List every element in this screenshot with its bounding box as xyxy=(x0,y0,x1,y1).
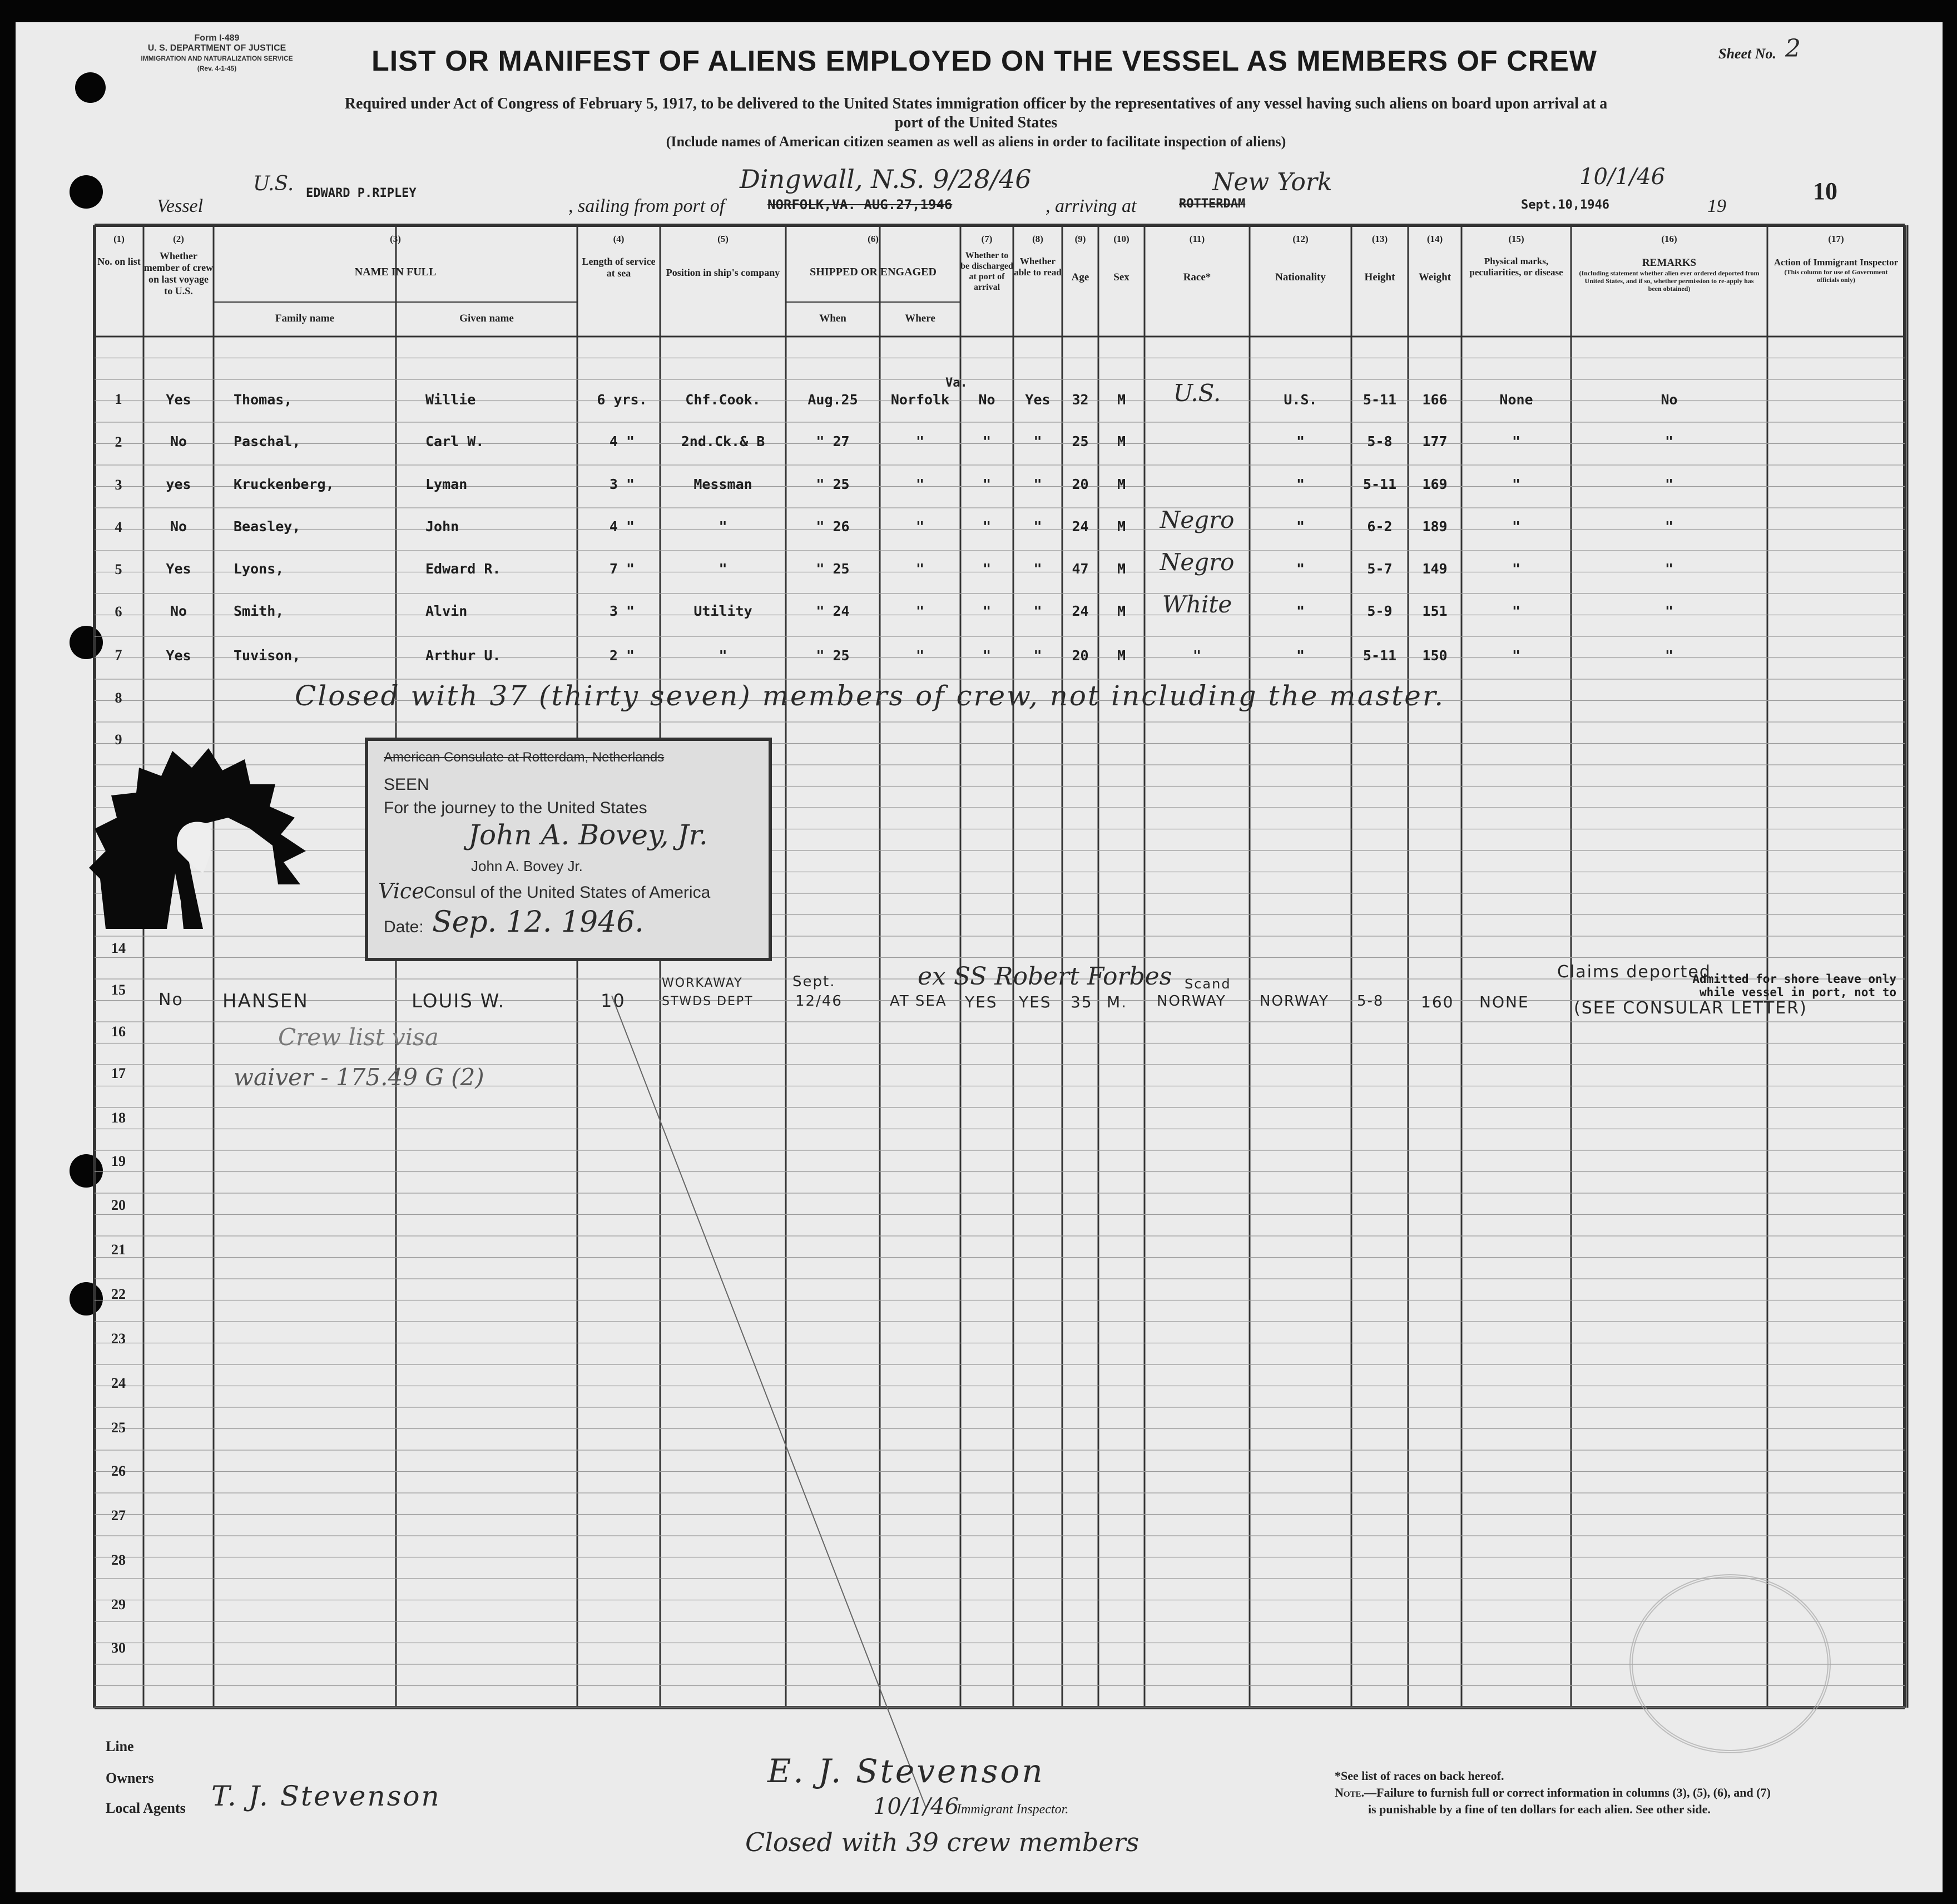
row-number: 19 xyxy=(111,1153,126,1169)
form-title: LIST OR MANIFEST OF ALIENS EMPLOYED ON THE VESSEL AS MEMBERS OF CREW xyxy=(371,45,1597,77)
row15-height: 5-8 xyxy=(1357,993,1384,1010)
row-number: 16 xyxy=(111,1023,126,1040)
cell-height: 5-7 xyxy=(1367,561,1393,577)
cell-family: Kruckenberg, xyxy=(234,476,334,492)
cell-family: Thomas, xyxy=(234,392,293,408)
row15-race_above: Scand xyxy=(1185,976,1231,992)
cell-age: 32 xyxy=(1072,392,1089,408)
row-number: 18 xyxy=(111,1110,126,1126)
cell-family: Tuvison, xyxy=(234,647,301,664)
inspector-label: Immigrant Inspector. xyxy=(957,1802,1069,1817)
header-where: Where xyxy=(905,313,935,324)
sheet-label: Sheet No. xyxy=(1718,46,1776,62)
cell-age: 24 xyxy=(1072,603,1089,619)
header-col-1-number: (1) xyxy=(113,234,125,244)
cell-given: Carl W. xyxy=(425,433,484,449)
arriving-label: , arriving at xyxy=(1046,196,1137,216)
cell-position: Messman xyxy=(693,476,752,492)
cell-where: " xyxy=(915,518,925,535)
row15-service: 10 xyxy=(601,990,626,1011)
cell-height: 5-9 xyxy=(1367,603,1393,619)
cell-when: " 26 xyxy=(816,518,850,535)
cell-where: " xyxy=(915,561,925,577)
owners-label: Owners xyxy=(106,1770,154,1786)
cell-race: Negro xyxy=(1160,506,1235,533)
row-number: 21 xyxy=(111,1242,126,1258)
row-number: 7 xyxy=(115,647,122,663)
header-col-9-text: Age xyxy=(1071,271,1089,283)
row-number: 9 xyxy=(115,731,122,748)
cell-sex: M xyxy=(1117,561,1126,577)
header-col-17-text: Action of Immigrant Inspector xyxy=(1773,257,1899,268)
cell-sex: M xyxy=(1117,518,1126,535)
cell-when: " 25 xyxy=(816,561,850,577)
cell-sex: M xyxy=(1117,647,1126,664)
inspector-signature: E. J. Stevenson xyxy=(767,1752,1045,1790)
cell-family: Lyons, xyxy=(234,561,284,577)
faded-stamp xyxy=(1629,1574,1831,1753)
row15-remarks_hw2: (SEE CONSULAR LETTER) xyxy=(1574,998,1807,1018)
cell-crew: Yes xyxy=(166,392,191,408)
cell-race: U.S. xyxy=(1173,379,1221,407)
row15-age: 35 xyxy=(1071,993,1093,1011)
cell-weight: 149 xyxy=(1422,561,1448,577)
header-col-10-number: (10) xyxy=(1113,234,1129,244)
agents-label: Local Agents xyxy=(106,1800,186,1816)
stamp-consul: Consul of the United States of America xyxy=(424,883,711,902)
cell-service: 4 " xyxy=(609,518,635,535)
cell-discharged: No xyxy=(978,392,995,408)
cell-position: " xyxy=(719,518,727,535)
cell-read: " xyxy=(1033,476,1042,492)
closed-39-note: Closed with 39 crew members xyxy=(745,1827,1139,1857)
corner-number: 10 xyxy=(1813,177,1837,205)
cell-service: 2 " xyxy=(609,647,635,664)
header-col-3-number: (3) xyxy=(390,234,401,244)
note-races: *See list of races on back hereof. xyxy=(1335,1769,1504,1783)
row15-where: AT SEA xyxy=(890,993,947,1010)
cell-when: " 25 xyxy=(816,476,850,492)
header-col-17-sub: (This column for use of Government officials only) xyxy=(1784,268,1888,284)
row-number: 22 xyxy=(111,1286,126,1302)
row-number: 8 xyxy=(115,690,122,706)
row15-remarks_hw: Claims deported xyxy=(1557,962,1711,982)
cell-read: " xyxy=(1033,603,1042,619)
row-number: 14 xyxy=(111,940,126,956)
cell-discharged: " xyxy=(982,518,992,535)
header-col-8-number: (8) xyxy=(1032,234,1043,244)
cell-nationality: " xyxy=(1296,476,1305,492)
cell-where: " xyxy=(915,603,925,619)
cell-age: 47 xyxy=(1072,561,1089,577)
header-col-11-number: (11) xyxy=(1189,234,1205,244)
row15-when1: Sept. xyxy=(792,973,836,990)
cell-family: Beasley, xyxy=(234,518,301,535)
cell-read: " xyxy=(1033,561,1042,577)
footer-note xyxy=(1335,1784,1771,1818)
cell-remarks: " xyxy=(1664,561,1674,577)
cell-nationality: " xyxy=(1296,561,1305,577)
cell-read: " xyxy=(1033,647,1042,664)
closed-note: Closed with 37 (thirty seven) members of crew, not including the master. xyxy=(295,680,1445,712)
cell-race: Negro xyxy=(1160,548,1235,576)
row-number: 2 xyxy=(115,434,122,450)
sailing-handwritten: Dingwall, N.S. 9/28/46 xyxy=(740,164,1032,194)
cell-height: 5-11 xyxy=(1363,647,1397,664)
row-number: 3 xyxy=(115,477,122,493)
cell-nationality: " xyxy=(1296,603,1305,619)
cell-age: 25 xyxy=(1072,433,1089,449)
year-label: 19 xyxy=(1707,196,1726,216)
cell-age: 24 xyxy=(1072,518,1089,535)
row15-nationality: NORWAY xyxy=(1260,993,1329,1010)
cell-when: " 24 xyxy=(816,603,850,619)
stamp-line-2: SEEN xyxy=(384,775,429,794)
cell-marks: " xyxy=(1512,647,1521,664)
row15-position1: WORKAWAY xyxy=(662,976,743,990)
cell-where: " xyxy=(915,433,925,449)
cell-crew: No xyxy=(170,518,187,535)
cell-sex: M xyxy=(1117,392,1126,408)
arriving-handwritten: New York xyxy=(1212,168,1332,196)
row-number: 27 xyxy=(111,1507,126,1524)
header-col-5-number: (5) xyxy=(717,234,729,244)
header-col-17-number: (17) xyxy=(1828,234,1844,244)
cell-given: Alvin xyxy=(425,603,468,619)
header-col-4-number: (4) xyxy=(613,234,625,244)
requirement-line-3: (Include names of American citizen seamen as well as aliens in order to facilitate inspection of aliens) xyxy=(666,133,1286,150)
cell-remarks: " xyxy=(1664,603,1674,619)
inspector-date: 10/1/46 xyxy=(873,1794,959,1819)
crew-note-line-1: Crew list visa xyxy=(278,1023,439,1051)
cell-weight: 189 xyxy=(1422,518,1448,535)
stamp-line-1: American Consulate at Rotterdam, Netherlands xyxy=(384,750,665,765)
cell-remarks: " xyxy=(1664,518,1674,535)
row15-position2: STWDS DEPT xyxy=(662,995,754,1008)
cell-when: " 25 xyxy=(816,647,850,664)
cell-discharged: " xyxy=(982,476,992,492)
row-number: 23 xyxy=(111,1331,126,1347)
cell-position: Utility xyxy=(693,603,752,619)
cell-weight: 177 xyxy=(1422,433,1448,449)
row15-race: NORWAY xyxy=(1157,993,1226,1010)
cell-race: White xyxy=(1162,591,1232,618)
header-col-16-text: REMARKS xyxy=(1642,257,1697,269)
vessel-prefix: U.S. xyxy=(253,172,294,195)
row15-discharged: YES xyxy=(965,993,998,1011)
header-col-3-text: NAME IN FULL xyxy=(354,266,437,278)
note-label: Note. xyxy=(1335,1786,1365,1799)
row-number: 28 xyxy=(111,1552,126,1568)
row-number: 26 xyxy=(111,1463,126,1479)
form-dept: U. S. DEPARTMENT OF JUSTICE xyxy=(147,43,286,53)
cell-service: 3 " xyxy=(609,603,635,619)
row-number: 5 xyxy=(115,561,122,577)
cell-height: 5-8 xyxy=(1367,433,1393,449)
note-text-1: —Failure to furnish full or correct information in columns (3), (5), (6), and (7) xyxy=(1364,1786,1771,1799)
cell-marks: " xyxy=(1512,433,1521,449)
cell-family: Smith, xyxy=(234,603,284,619)
row-number: 24 xyxy=(111,1375,126,1391)
header-col-13-text: Height xyxy=(1364,271,1395,283)
cell-read: Yes xyxy=(1025,392,1051,408)
cell-age: 20 xyxy=(1072,476,1089,492)
header-col-16-sub: (Including statement whether alien ever ordered deported from United States, and if so, whether permission to re-apply has been obtained) xyxy=(1579,269,1760,293)
cell-sex: M xyxy=(1117,476,1126,492)
cell-nationality: U.S. xyxy=(1284,392,1317,408)
cell-remarks: No xyxy=(1661,392,1678,408)
vessel-name: EDWARD P.RIPLEY xyxy=(306,186,417,200)
header-col-13-number: (13) xyxy=(1371,234,1388,244)
header-col-15-number: (15) xyxy=(1508,234,1524,244)
cell-given: Arthur U. xyxy=(425,647,501,664)
cell-height: 5-11 xyxy=(1363,392,1397,408)
header-col-1-text: No. on list xyxy=(97,256,141,267)
agents-signature: T. J. Stevenson xyxy=(211,1780,441,1812)
sailing-label: , sailing from port of xyxy=(568,196,725,216)
cell-weight: 151 xyxy=(1422,603,1448,619)
row15-marks: NONE xyxy=(1479,993,1529,1011)
cell-service: 4 " xyxy=(609,433,635,449)
form-rev: (Rev. 4-1-45) xyxy=(197,65,237,72)
header-col-16-number: (16) xyxy=(1661,234,1677,244)
row15-where_above: ex SS Robert Forbes xyxy=(918,962,1172,991)
cell-remarks: " xyxy=(1664,647,1674,664)
cell-discharged: " xyxy=(982,603,992,619)
requirement-line-1: Required under Act of Congress of February 5, 1917, to be delivered to the United States immigration officer by the representatives of any vessel having such aliens on board upon arrival at a xyxy=(344,95,1608,112)
header-col-2-number: (2) xyxy=(173,234,184,244)
cell-given: Willie xyxy=(425,392,476,408)
header-col-10-text: Sex xyxy=(1113,271,1129,283)
cell-marks: " xyxy=(1512,518,1521,535)
cell-crew: No xyxy=(170,603,187,619)
cell-marks: " xyxy=(1512,561,1521,577)
header-col-7-number: (7) xyxy=(981,234,993,244)
cell-marks: " xyxy=(1512,476,1521,492)
header-col-4-text: Length of service at sea xyxy=(582,256,656,279)
header-col-5-text: Position in ship's company xyxy=(666,267,780,278)
row15-sex: M. xyxy=(1107,993,1128,1011)
requirement-line-2: port of the United States xyxy=(894,114,1058,131)
header-col-12-text: Nationality xyxy=(1275,271,1326,283)
row-number: 1 xyxy=(115,391,122,407)
cell-remarks: " xyxy=(1664,476,1674,492)
row-number: 6 xyxy=(115,604,122,620)
cell-crew: Yes xyxy=(166,647,191,664)
vessel-label: Vessel xyxy=(157,196,204,216)
cell-discharged: " xyxy=(982,647,992,664)
cell-service: 7 " xyxy=(609,561,635,577)
cell-remarks: " xyxy=(1664,433,1674,449)
date-typed: Sept.10,1946 xyxy=(1521,198,1609,212)
row15-read: YES xyxy=(1019,993,1052,1011)
header-col-14-text: Weight xyxy=(1418,271,1451,283)
row-number: 15 xyxy=(111,982,126,998)
cell-height: 5-11 xyxy=(1363,476,1397,492)
cell-nationality: " xyxy=(1296,647,1305,664)
cell-nationality: " xyxy=(1296,433,1305,449)
header-family-name: Family name xyxy=(275,313,335,324)
line-label: Line xyxy=(106,1738,134,1754)
cell-position: Chf.Cook. xyxy=(685,392,761,408)
cell-position: " xyxy=(719,647,727,664)
stamp-vice: Vice xyxy=(378,879,424,903)
row15-crew: No xyxy=(158,990,184,1010)
row-number: 17 xyxy=(111,1065,126,1081)
header-col-6-number: (6) xyxy=(868,234,879,244)
cell-crew: yes xyxy=(166,476,191,492)
cell-weight: 150 xyxy=(1422,647,1448,664)
note-text-2: is punishable by a fine of ten dollars for each alien. See other side. xyxy=(1368,1802,1711,1816)
cell-sex: M xyxy=(1117,603,1126,619)
header-col-2-text: Whether member of crew on last voyage to U.S. xyxy=(143,250,214,296)
cell-given: Lyman xyxy=(425,476,468,492)
header-col-6-text: SHIPPED OR ENGAGED xyxy=(810,266,937,278)
row-number: 25 xyxy=(111,1420,126,1436)
sailing-typed: NORFOLK,VA. AUG.27,1946 xyxy=(767,197,953,212)
cell-discharged: " xyxy=(982,433,992,449)
header-when: When xyxy=(819,313,846,324)
cell-crew: Yes xyxy=(166,561,191,577)
row15-given: LOUIS W. xyxy=(412,990,506,1012)
header-col-11-text: Race* xyxy=(1183,271,1211,283)
header-given-name: Given name xyxy=(459,313,514,324)
cell-when: Aug.25 xyxy=(807,392,858,408)
cell-crew: No xyxy=(170,433,187,449)
row15-remarks-typed: Admitted for shore leave only while vessel in port, not to xyxy=(1692,972,1896,999)
stamp-line-3: For the journey to the United States xyxy=(384,799,647,817)
stamp-date: Sep. 12. 1946. xyxy=(432,906,644,939)
cell-given: John xyxy=(425,518,459,535)
header-col-12-number: (12) xyxy=(1292,234,1309,244)
cell-height: 6-2 xyxy=(1367,518,1393,535)
row15-when2: 12/46 xyxy=(795,993,843,1010)
cell-position: " xyxy=(719,561,727,577)
cell-given: Edward R. xyxy=(425,561,501,577)
stamp-printed-name: John A. Bovey Jr. xyxy=(471,858,583,874)
cell-read: " xyxy=(1033,518,1042,535)
cell-age: 20 xyxy=(1072,647,1089,664)
cell-where: " xyxy=(915,647,925,664)
cell-where: Norfolk xyxy=(890,392,950,408)
row-number: 29 xyxy=(111,1596,126,1613)
cell-service: 6 yrs. xyxy=(597,392,647,408)
cell-discharged: " xyxy=(982,561,992,577)
row-number: 30 xyxy=(111,1640,126,1656)
crew-note-line-2: waiver - 175.49 G (2) xyxy=(234,1064,484,1091)
form-number: Form I-489 xyxy=(194,33,240,43)
header-col-7-text: Whether to be discharged at port of arrival xyxy=(960,251,1013,292)
cell-marks: None xyxy=(1499,392,1533,408)
cell-weight: 169 xyxy=(1422,476,1448,492)
cell-race: " xyxy=(1192,647,1202,664)
header-col-14-number: (14) xyxy=(1426,234,1443,244)
cell-sex: M xyxy=(1117,433,1126,449)
stamp-signature: John A. Bovey, Jr. xyxy=(468,819,708,851)
arriving-typed: ROTTERDAM xyxy=(1179,197,1246,211)
cell-marks: " xyxy=(1512,603,1521,619)
row-number: 4 xyxy=(115,519,122,535)
cell-where-sup: Va. xyxy=(945,376,968,390)
row15-family: HANSEN xyxy=(222,990,309,1012)
header-col-9-number: (9) xyxy=(1074,234,1086,244)
cell-family: Paschal, xyxy=(234,433,301,449)
stamp-date-label: Date: xyxy=(384,918,424,936)
date-handwritten: 10/1/46 xyxy=(1579,164,1666,190)
sheet-number: 2 xyxy=(1785,34,1801,63)
cell-weight: 166 xyxy=(1422,392,1448,408)
header-col-15-text: Physical marks, peculiarities, or disease xyxy=(1469,256,1563,278)
cell-read: " xyxy=(1033,433,1042,449)
cell-service: 3 " xyxy=(609,476,635,492)
cell-nationality: " xyxy=(1296,518,1305,535)
cell-position: 2nd.Ck.& B xyxy=(681,433,765,449)
cell-when: " 27 xyxy=(816,433,850,449)
form-service: IMMIGRATION AND NATURALIZATION SERVICE xyxy=(141,55,293,62)
header-col-8-text: Whether able to read xyxy=(1014,256,1062,278)
row-number: 20 xyxy=(111,1197,126,1213)
cell-where: " xyxy=(915,476,925,492)
row15-weight: 160 xyxy=(1421,993,1454,1011)
